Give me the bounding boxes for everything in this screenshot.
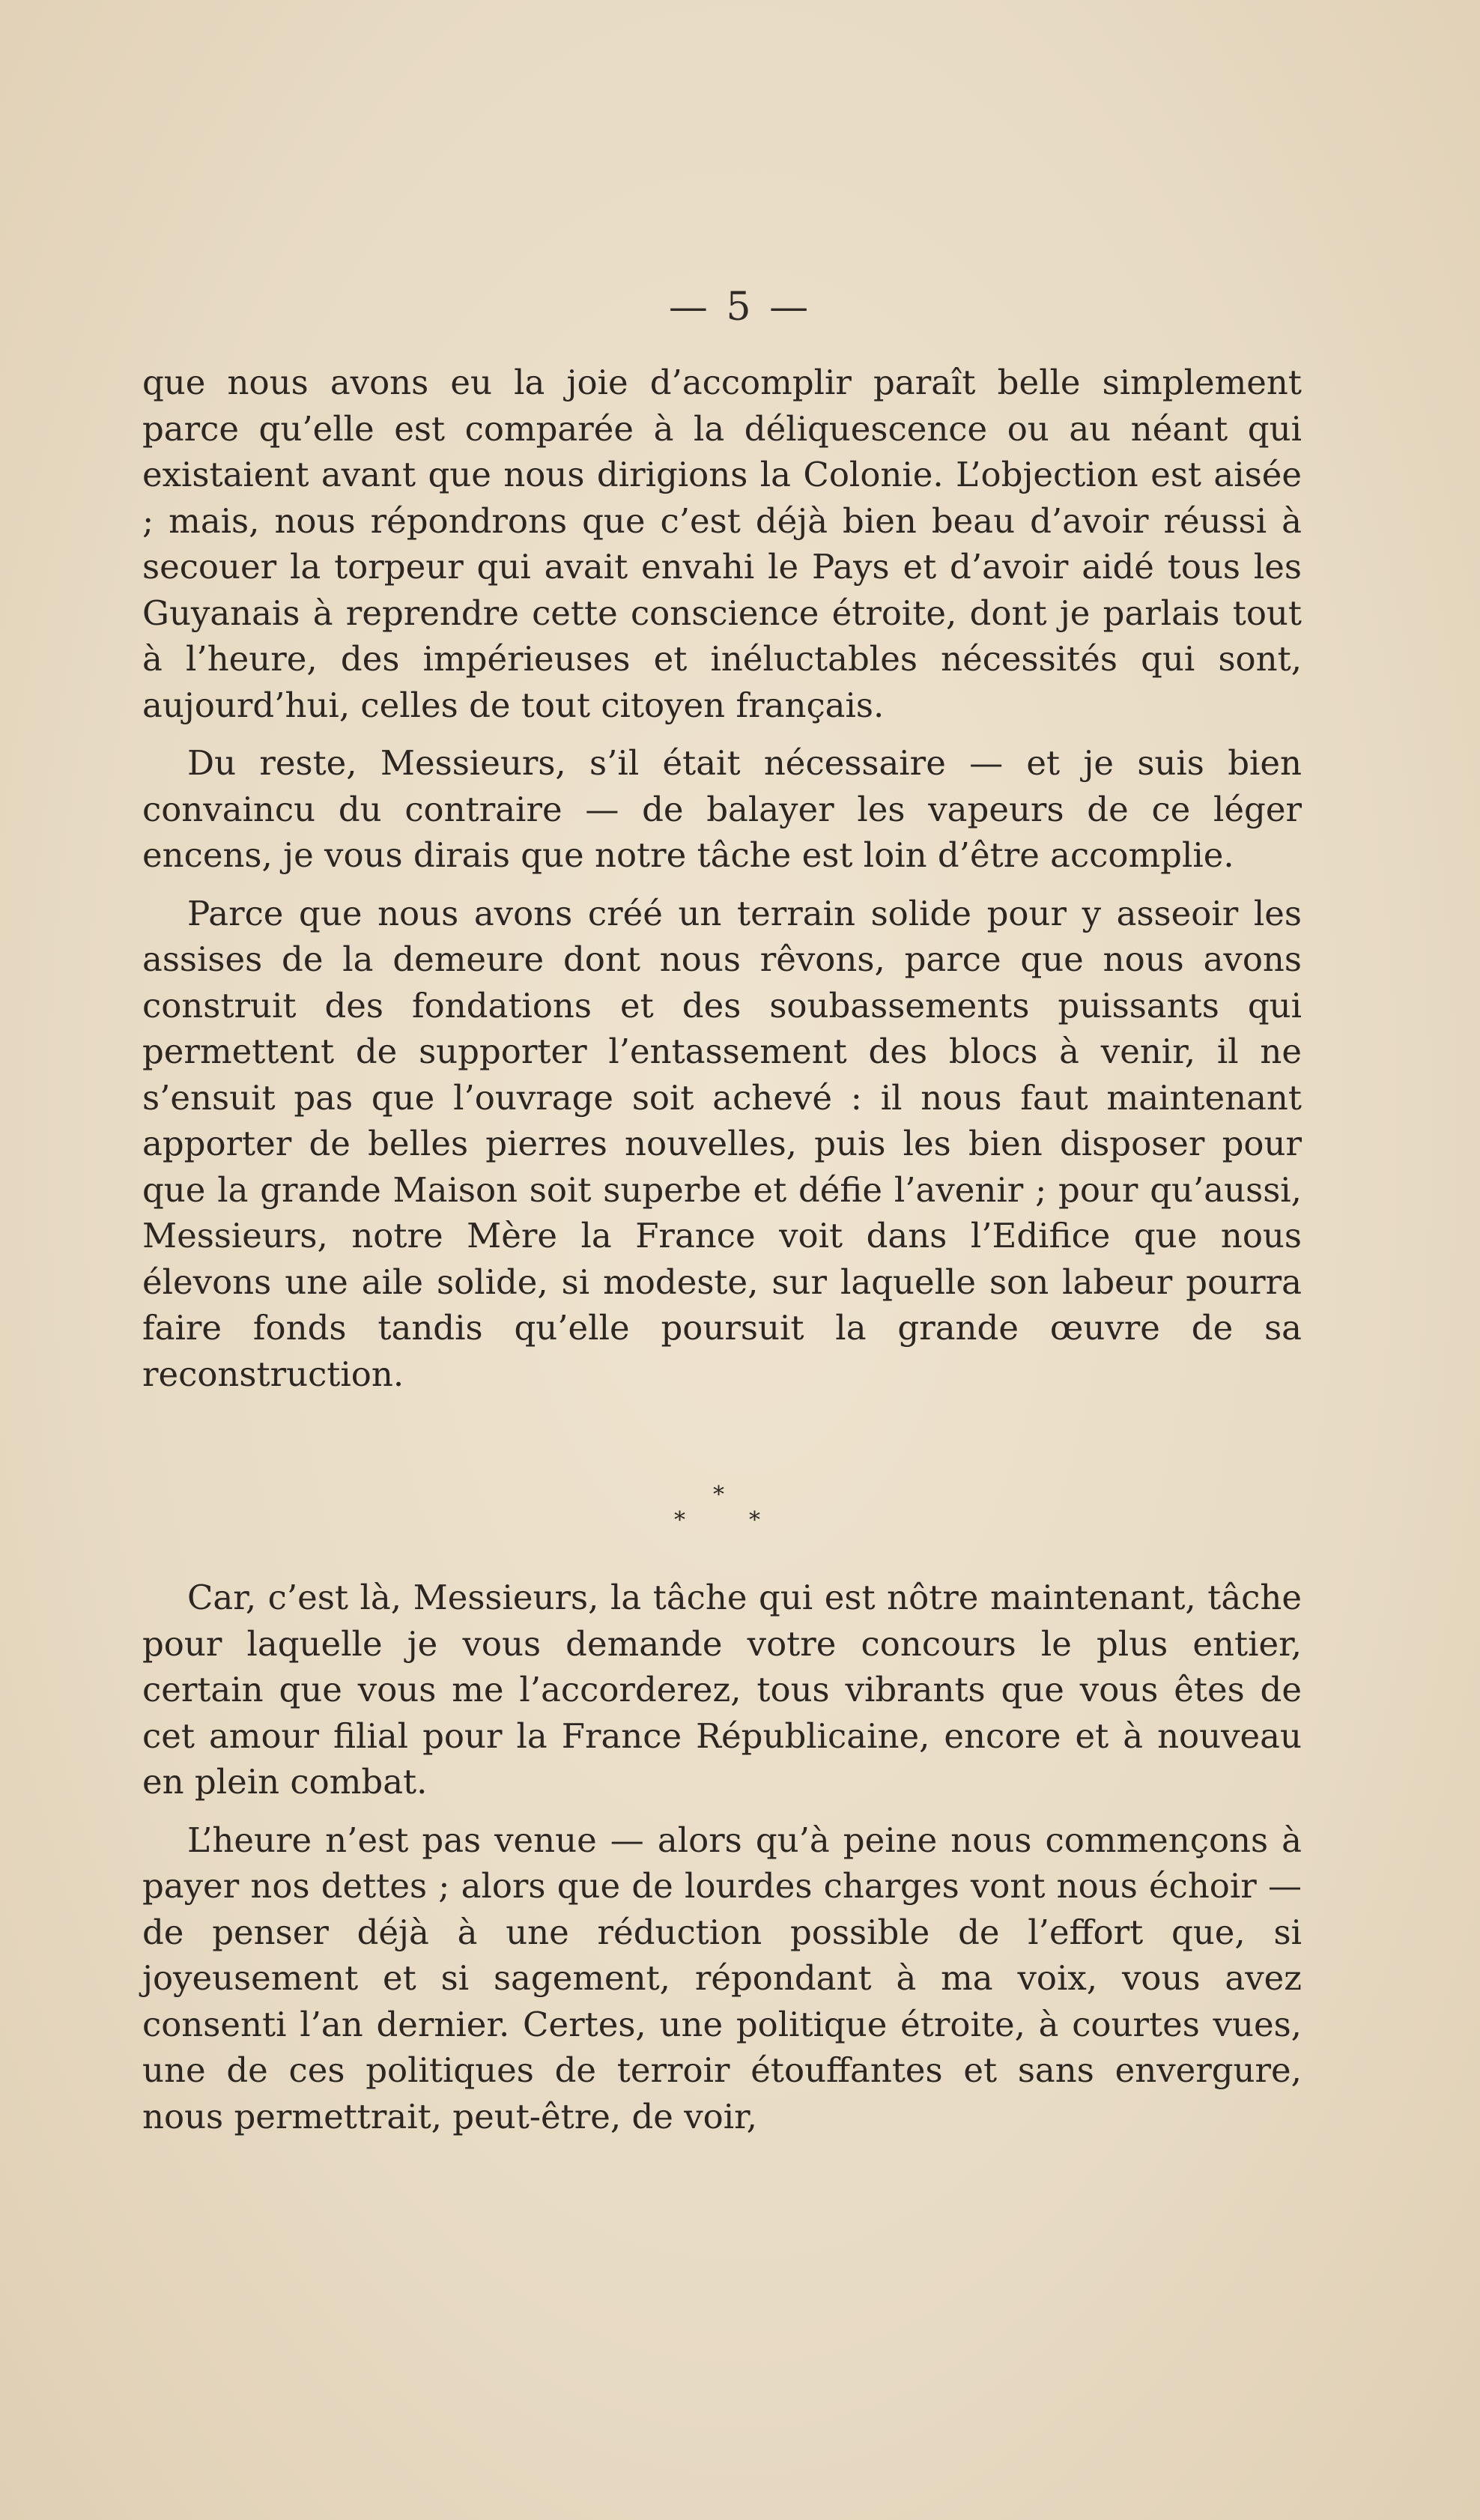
asterism-star: * xyxy=(749,1507,760,1533)
paragraph: Parce que nous avons créé un terrain solide pour y asseoir les assises de la demeure dont nous rêvons, parce que nous avons construit des fondations et des soubassements puissants qui permettent de supporter l’entassement des blocs à venir, il ne s’ensuit pas que l’ouvrage soit achevé : il nous faut maintenant apporter de belles pierres nouvelles, puis les bien disposer pour que la grande Maison soit superbe et défie l’avenir ; pour qu’aussi, Messieurs, notre Mère la France voit dans l’Edifice que nous élevons une aile solide, si modeste, sur laquelle son labeur pourra faire fonds tandis qu’elle poursuit la grande œuvre de sa reconstruction. xyxy=(142,893,1302,1394)
asterism-star: * xyxy=(674,1507,685,1533)
second-text-section xyxy=(142,1575,1302,2139)
paragraph: Car, c’est là, Messieurs, la tâche qui est nôtre maintenant, tâche pour laquelle je vous demande votre concours le plus entier, certain que vous me l’accorderez, tous vibrants que vous êtes de cet amour filial pour la France Républicaine, encore et à nouveau en plein combat. xyxy=(142,1578,1302,1802)
paragraph: Du reste, Messieurs, s’il était nécessaire — et je suis bien convaincu du contraire — de balayer les vapeurs de ce léger encens, je vous dirais que notre tâche est loin d’être accomplie. xyxy=(142,743,1302,875)
page-number: — 5 — xyxy=(668,285,812,330)
first-text-section xyxy=(142,360,1302,1397)
paragraph-continuation: que nous avons eu la joie d’accomplir paraît belle simplement parce qu’elle est comparée à la déliquescence ou au néant qui existaient avant que nous dirigions la Colonie. L’objection est aisée ; mais, nous répondrons que c’est déjà bien beau d’avoir réussi à secouer la torpeur qui avait envahi le Pays et d’avoir aidé tous les Guyanais à reprendre cette conscience étroite, dont je parlais tout à l’heure, des impérieuses et inéluctables nécessités qui sont, aujourd’hui, celles de tout citoyen français. xyxy=(142,363,1302,725)
section-separator xyxy=(0,1482,1480,1542)
paragraph: L’heure n’est pas venue — alors qu’à peine nous commençons à payer nos dettes ; alors que de lourdes charges vont nous échoir — de penser déjà à une réduction possible de l’effort que, si joyeusement et si sagement, répondant à ma voix, vous avez consenti l’an dernier. Certes, une politique étroite, à courtes vues, une de ces politiques de terroir étouffantes et sans envergure, nous permettrait, peut-être, de voir, xyxy=(142,1820,1302,2136)
asterism-star: * xyxy=(713,1482,724,1508)
